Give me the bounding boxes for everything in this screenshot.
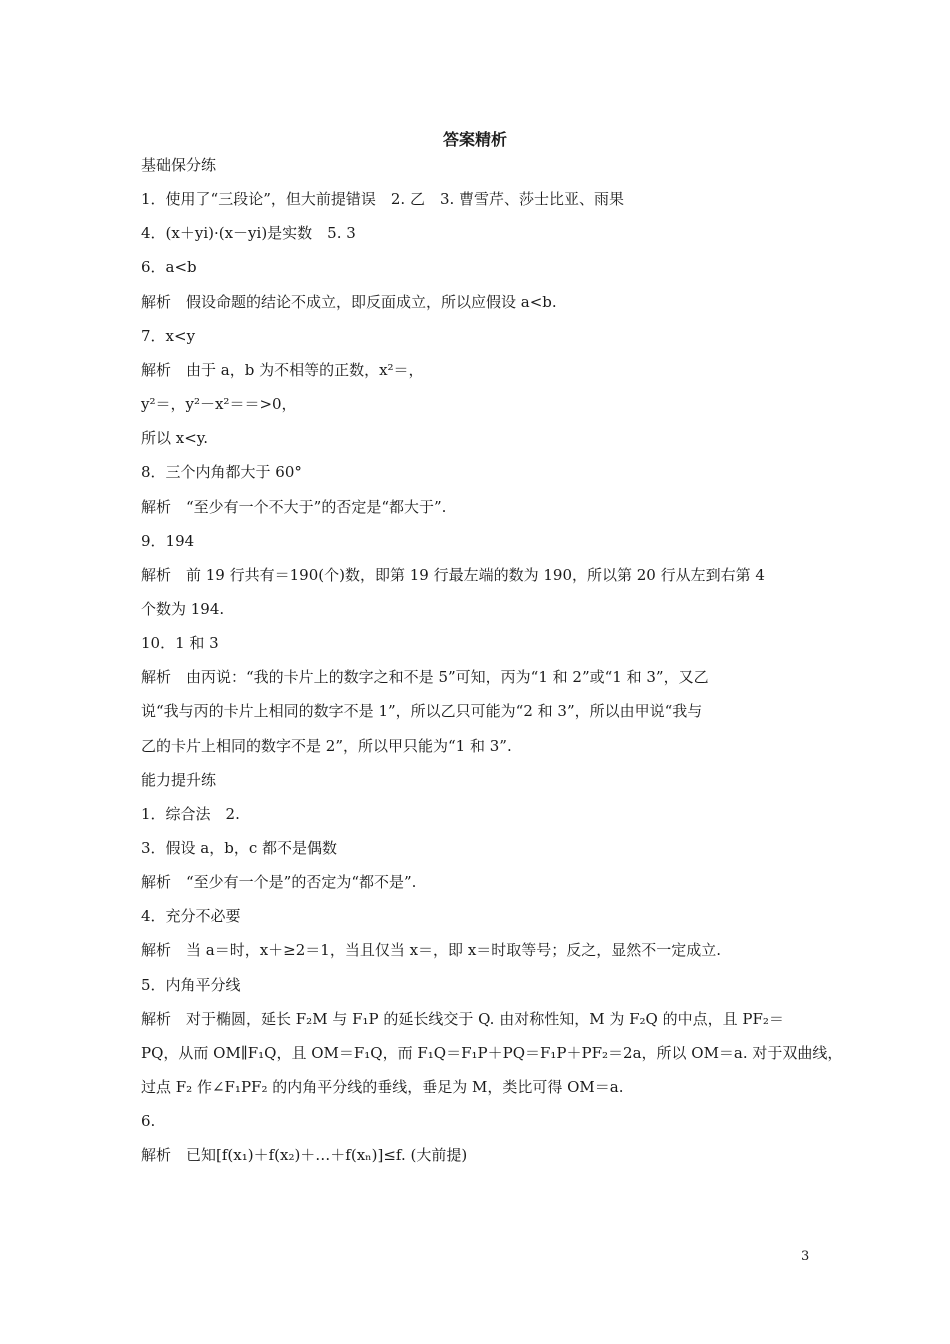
text-line: 解析 已知[f(x₁)＋f(x₂)＋…＋f(xₙ)]≤f. (大前提) — [141, 1146, 468, 1165]
text-line: 解析 由丙说：“我的卡片上的数字之和不是 5”可知，丙为“1 和 2”或“1 和 3”，又乙 — [141, 668, 709, 687]
text-line: 3．假设 a，b，c 都不是偶数 — [141, 839, 338, 857]
text-line: 过点 F₂ 作∠F₁PF₂ 的内角平分线的垂线，垂足为 M，类比可得 OM＝a. — [141, 1078, 624, 1097]
text-line: 解析 由于 a，b 为不相等的正数，x²＝， — [141, 360, 424, 379]
text-line: 说“我与丙的卡片上相同的数字不是 1”，所以乙只可能为“2 和 3”，所以由甲说“我与 — [141, 702, 703, 721]
text-line: 5．内角平分线 — [141, 975, 241, 994]
text-line: 解析 当 a＝时，x＋≥2＝1，当且仅当 x＝，即 x＝时取等号；反之，显然不一定成立. — [141, 941, 722, 960]
text-line: PQ，从而 OM∥F₁Q，且 OM＝F₁Q，而 F₁Q＝F₁P＋PQ＝F₁P＋PF₂＝2a，所以 OM＝a. 对于双曲线， — [141, 1043, 843, 1062]
text-line: 所以 x<y. — [141, 429, 209, 448]
text-line: 1．综合法 2. — [141, 804, 240, 823]
text-line: 6. — [141, 1112, 156, 1131]
text-line: 解析 “至少有一个是”的否定为“都不是”. — [141, 873, 417, 892]
text-line: 解析 “至少有一个不大于”的否定是“都大于”. — [141, 497, 447, 516]
text-line: 4．(x＋yi)·(x－yi)是实数 5. 3 — [141, 224, 356, 243]
text-line: y²＝，y²－x²＝＝>0， — [141, 395, 297, 414]
text-line: 乙的卡片上相同的数字不是 2”，所以甲只能为“1 和 3”. — [141, 736, 512, 755]
text-line: 9．194 — [141, 531, 195, 550]
text-line: 4．充分不必要 — [141, 907, 241, 926]
text-line: 解析 假设命题的结论不成立，即反面成立，所以应假设 a<b. — [141, 292, 557, 311]
text-line: 6．a<b — [141, 258, 197, 277]
text-line: 7．x<y — [141, 326, 196, 345]
page-title: 答案精析 — [442, 130, 507, 149]
text-line: 解析 对于椭圆，延长 F₂M 与 F₁P 的延长线交于 Q. 由对称性知，M 为 F₂Q 的中点，且 PF₂＝ — [141, 1009, 784, 1028]
text-line: 能力提升练 — [141, 770, 217, 789]
text-line: 1．使用了“三段论”，但大前提错误 2. 乙 3. 曹雪芹、莎士比亚、雨果 — [141, 190, 625, 209]
text-line: 8．三个内角都大于 60° — [141, 463, 302, 482]
page-number: 3 — [801, 1249, 810, 1264]
text-line: 个数为 194. — [141, 599, 225, 618]
text-line: 解析 前 19 行共有＝190(个)数，即第 19 行最左端的数为 190，所以第 20 行从左到右第 4 — [141, 565, 765, 584]
text-line: 基础保分练 — [141, 156, 217, 174]
text-line: 10．1 和 3 — [141, 634, 219, 653]
